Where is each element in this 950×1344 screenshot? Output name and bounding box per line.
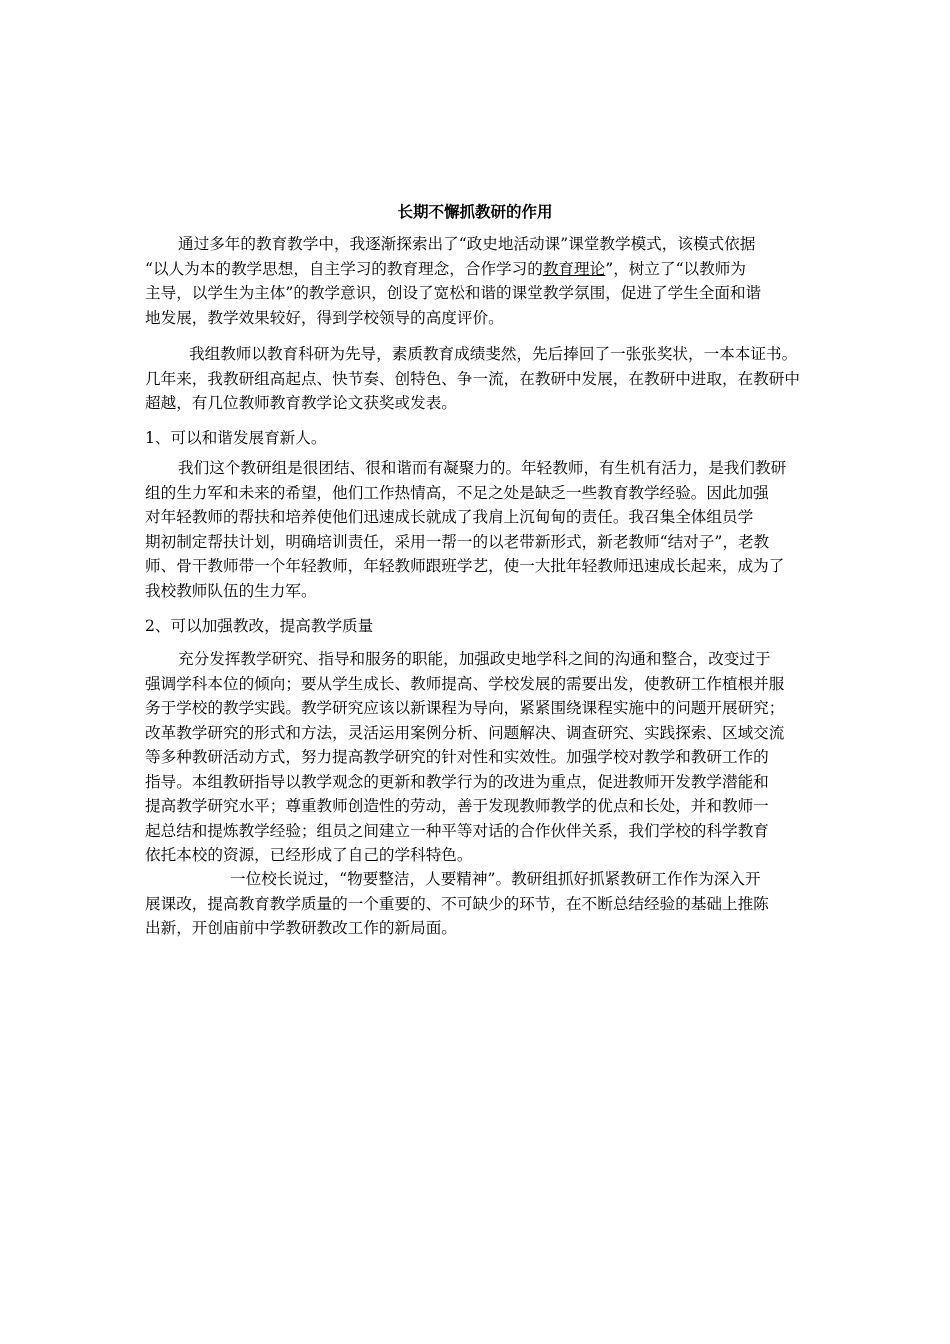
paragraph-line: 一位校长说过，“物要整洁，人要精神”。教研组抓好抓紧教研工作作为深入开 bbox=[230, 870, 761, 888]
paragraph-line: 出新，开创庙前中学教研教改工作的新局面。 bbox=[145, 919, 457, 937]
paragraph-line: 组的生力军和未来的希望，他们工作热情高，不足之处是缺乏一些教育教学经验。因此加强 bbox=[145, 483, 769, 502]
paragraph-line: 改革教学研究的形式和方法，灵活运用案例分析、问题解决、调查研究、实践探索、区域交流 bbox=[145, 723, 785, 742]
paragraph-line: 我校教师队伍的生力军。 bbox=[145, 581, 317, 600]
heading-text: 2、可以加强教改，提高教学质量 bbox=[145, 617, 374, 635]
paragraph-line: 通过多年的教育教学中，我逐渐探索出了“政史地活动课”课堂教学模式，该模式依据 bbox=[178, 235, 756, 253]
paragraph-line: 起总结和提炼教学经验；组员之间建立一种平等对话的合作伙伴关系，我们学校的科学教育 bbox=[145, 821, 769, 840]
paragraph-line: 我们这个教研组是很团结、很和谐而有凝聚力的。年轻教师，有生机有活力，是我们教研 bbox=[178, 459, 787, 477]
education-theory-link[interactable]: 教育理论 bbox=[542, 259, 606, 278]
paragraph-1 bbox=[145, 232, 825, 330]
section-heading-2 bbox=[145, 614, 825, 639]
paragraph-line: 对年轻教师的帮扶和培养使他们迅速成长就成了我肩上沉甸甸的责任。我召集全体组员学 bbox=[145, 508, 754, 526]
paragraph-line: 提高教学研究水平；尊重教师创造性的劳动，善于发现教师教学的优点和长处，并和教师一 bbox=[145, 797, 769, 815]
text-run: “以人为本的教学思想，自主学习的教育理念，合作学习的 bbox=[145, 259, 543, 278]
paragraph-4 bbox=[145, 647, 825, 868]
paragraph-line bbox=[145, 257, 825, 282]
heading-text: 1、可以和谐发展育新人。 bbox=[145, 429, 327, 447]
text-run: ”，树立了“以教师为 bbox=[605, 259, 746, 278]
paragraph-line: 务于学校的教学实践。教学研究应该以新课程为导向，紧紧围绕课程实施中的问题开展研究； bbox=[145, 699, 785, 717]
paragraph-line: 超越，有几位教师教育教学论文获奖或发表。 bbox=[145, 394, 457, 412]
paragraph-line: 主导，以学生为主体”的教学意识，创设了宽松和谐的课堂教学氛围，促进了学生全面和谐 bbox=[145, 284, 762, 302]
paragraph-2 bbox=[145, 342, 825, 416]
paragraph-line: 指导。本组教研指导以教学观念的更新和教学行为的改进为重点，促进教师开发教学潜能和 bbox=[145, 772, 769, 791]
paragraph-line: 我组教师以教育科研为先导，素质教育成绩斐然，先后捧回了一张张奖状，一本本证书。 bbox=[189, 345, 798, 363]
document-title: 长期不懈抓教研的作用 bbox=[397, 203, 553, 221]
paragraph-line: 师、骨干教师带一个年轻教师，年轻教师跟班学艺，使一大批年轻教师迅速成长起来，成为了 bbox=[145, 557, 785, 575]
paragraph-line: 依托本校的资源，已经形成了自己的学科特色。 bbox=[145, 846, 473, 864]
paragraph-line: 几年来，我教研组高起点、快节奏、创特色、争一流，在教研中发展，在教研中进取，在教研中 bbox=[145, 369, 800, 388]
paragraph-line: 强调学科本位的倾向；要从学生成长、教师提高、学校发展的需要出发，使教研工作植根并服 bbox=[145, 674, 785, 693]
paragraph-3 bbox=[145, 456, 825, 603]
paragraph-line: 地发展，教学效果较好，得到学校领导的高度评价。 bbox=[145, 308, 504, 327]
paragraph-line: 期初制定帮扶计划，明确培训责任，采用一帮一的以老带新形式，新老教师“结对子”，老教 bbox=[145, 532, 770, 551]
section-heading-1 bbox=[145, 426, 825, 451]
paragraph-line: 充分发挥教学研究、指导和服务的职能，加强政史地学科之间的沟通和整合，改变过于 bbox=[178, 650, 771, 668]
paragraph-line: 等多种教研活动方式，努力提高教学研究的针对性和实效性。加强学校对教学和教研工作的 bbox=[145, 748, 769, 766]
paragraph-line: 展课改，提高教育教学质量的一个重要的、不可缺少的环节，在不断总结经验的基础上推陈 bbox=[145, 894, 769, 913]
paragraph-5 bbox=[145, 867, 825, 941]
